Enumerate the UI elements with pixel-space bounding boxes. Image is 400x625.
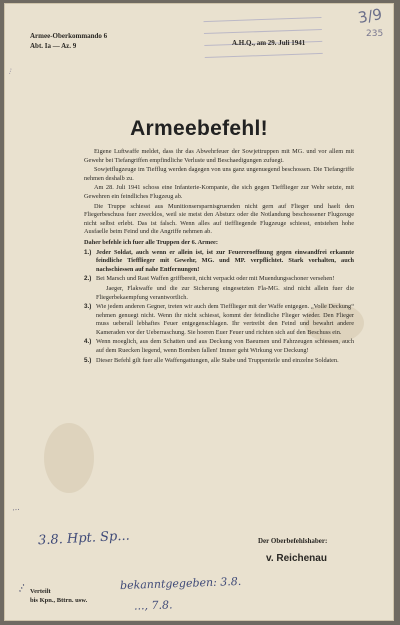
paragraph: Die Truppe schiesst aus Munitionsersparnisgruenden nicht gern auf Flieger und haelt den Fliegerbeschuss fuer zwecklos, weil sie meist den Absturz oder die Notlandung beschossener Flugzeuge nicht selbst erlebt. Das ist falsch. Wenn alles auf tieffliegende Flugzeuge schiesst, entstehen hohe Ausfaelle beim Feind und die Angriffe nehmen ab. <box>84 202 354 236</box>
handwritten-note: 3.8. Hpt. Sp... <box>37 528 131 549</box>
place-date: A.H.Q., am 29. Juli 1941 <box>232 39 306 47</box>
paragraph: Eigene Luftwaffe meldet, dass ihr das Abwehrfeuer der Sowjettruppen mit MG. und vor allem mit Gewehr bei Tiefangriffen empfindliche Verluste und Beschaedigungen zufuegt. <box>84 148 354 164</box>
signature-name: v. Reichenau <box>266 553 327 564</box>
paper-stain <box>44 423 94 493</box>
order-item <box>84 303 354 337</box>
distribution-detail: bis Kpn., Bttrn. usw. <box>30 597 88 604</box>
distribution-block <box>30 587 87 605</box>
paragraph: Sowjetflugzeuge im Tiefflug werden dagegen von uns ganz ungenuegend beschossen. Die Tiefangriffe nehmen deshalb zu. <box>84 166 354 182</box>
order-item <box>84 249 354 275</box>
archive-number: 235 <box>366 29 384 39</box>
order-number: 3.) <box>84 303 92 311</box>
document-page <box>4 3 394 621</box>
paragraph-lead: Daher befehle ich fuer alle Truppen der 6. Armee: <box>84 238 218 246</box>
paragraph: Am 28. Juli 1941 schoss eine Infanterie-Kompanie, die sich gegen Tiefflieger zur Wehr setzte, mit Gewehren ein feindliches Flugzeug ab. <box>84 184 354 200</box>
order-item <box>84 338 354 355</box>
command-name: Armee-Oberkommando 6 <box>30 32 108 40</box>
header-left <box>30 31 107 51</box>
document-title: Armeebefehl! <box>130 117 268 140</box>
order-item <box>84 285 354 302</box>
order-body <box>84 148 354 366</box>
distribution-label: Verteilt <box>30 588 51 595</box>
page-mark: 3/9 <box>356 5 384 27</box>
handwritten-note: ... <box>11 502 21 513</box>
handwritten-note: ..., 7.8. <box>133 598 173 613</box>
order-item <box>84 275 354 284</box>
order-text: Wenn moeglich, aus dem Schatten und aus Deckung von Baeumen und Fahrzeugen schiessen, auch auf dem Ruecken liegend, wenn Bomben fallen! Immer geht Wirkung vor Deckung! <box>96 338 354 355</box>
order-list <box>84 249 354 366</box>
signature-label: Der Oberbefehlshaber: <box>258 537 328 545</box>
order-text: Bei Marsch und Rast Waffen griffbereit, nicht verpackt oder mit Muendungsschoner versehen! <box>96 275 335 283</box>
handwritten-note: bekanntgegeben: 3.8. <box>119 574 242 593</box>
order-item <box>84 357 354 366</box>
margin-handwriting: ... <box>4 66 14 76</box>
order-text: Dieser Befehl gilt fuer alle Waffengattungen, alle Stabe und Truppenteile und einzelne Soldaten. <box>96 356 339 364</box>
order-text: Wie jedem anderen Gegner, treten wir auch dem Tiefflieger mit der Waffe entgegen. „Volle Deckung“ nehmen genuegt nicht. Wenn ihr nicht schiesst, kommt der feindliche Flieger wieder. Den Flieger muss ueberall lebhaftes Feuer entgegenschlagen. Ihr vertreibt den Feind und bewahrt andere Kameraden vor der Ueberraschung. Sie hoeren Euer Feuer und richten sich auf den Beschuss ein. <box>96 303 354 336</box>
order-number: 1.) <box>84 248 92 256</box>
order-number: 2.) <box>84 275 92 283</box>
order-text: Jaeger, Flakwaffe und die zur Sicherung eingesetzten Fla-MG. sind nicht allein fuer die Fliegerbekaempfung verantwortlich. <box>96 284 354 301</box>
received-stamp <box>203 7 323 61</box>
reference-number: Abt. Ia — Az. 9 <box>30 42 77 50</box>
order-text: Jeder Soldat, auch wenn er allein ist, ist zur Feuereroeffnung gegen einwandfrei erkannte feindliche Tiefflieger mit Gewehr, MG. und MP. verpflichtet. Stark vorhalten, auch nachschiessen auf nahe Entfernungen! <box>96 248 354 273</box>
order-number: 5.) <box>84 356 92 364</box>
handwritten-note: ... <box>10 578 28 595</box>
order-number: 4.) <box>84 338 92 346</box>
